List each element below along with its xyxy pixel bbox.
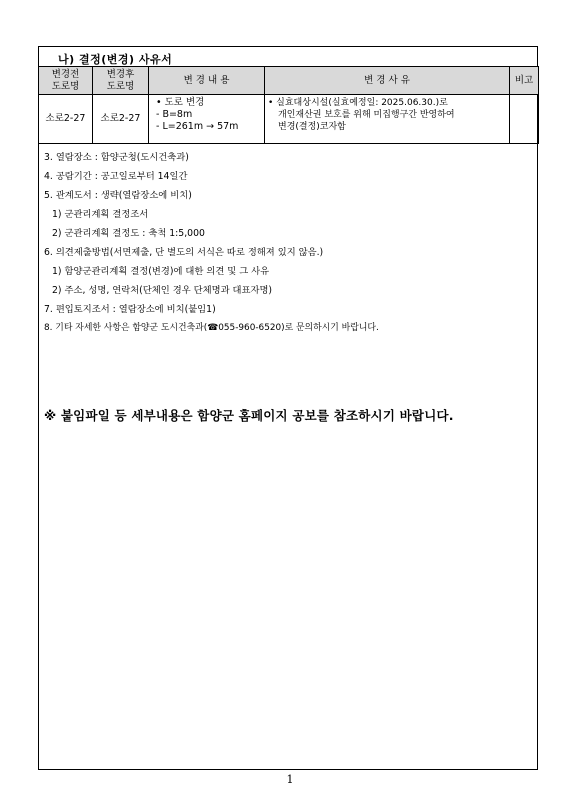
table-row: [39, 95, 539, 144]
list-item: 4. 공람기간 : 공고일로부터 14일간: [44, 171, 188, 182]
cell-note: [510, 95, 539, 144]
cell-before-road: 소로2-27: [39, 95, 93, 144]
list-item: 1) 함양군관리계획 결정(변경)에 대한 의견 및 그 사유: [52, 266, 270, 277]
list-item: 7. 편입토지조서 : 열람장소에 비치(붙임1): [44, 304, 216, 315]
header-after-road: 변경후 도로명: [93, 67, 149, 95]
list-item: 3. 열람장소 : 함양군청(도시건축과): [44, 152, 189, 163]
list-item: 2) 주소, 성명, 연락처(단체인 경우 단체명과 대표자명): [52, 285, 273, 296]
cell-change-reason: • 실효대상시설(실효예정일: 2025.06.30.)로 개인재산권 보호를 위해 미집행구간 반영하여 변경(결정)코자함: [265, 95, 510, 144]
section-title: 나) 결정(변경) 사유서: [58, 53, 173, 66]
header-change-reason: 변 경 사 유: [265, 67, 510, 95]
header-note: 비고: [510, 67, 539, 95]
list-item: 5. 관계도서 : 생략(열람장소에 비치): [44, 190, 192, 201]
change-reason-table: [38, 66, 539, 144]
homepage-notice: ※ 붙임파일 등 세부내용은 함양군 홈페이지 공보를 참조하시기 바랍니다.: [44, 408, 454, 423]
cell-change-content: • 도로 변경 - B=8m - L=261m → 57m: [149, 95, 265, 144]
list-item: 1) 군관리계획 결정조서: [52, 209, 149, 220]
cell-after-road: 소로2-27: [93, 95, 149, 144]
list-item: 2) 군관리계획 결정도 : 축척 1:5,000: [52, 228, 205, 239]
list-item: 6. 의견제출방법(서면제출, 단 별도의 서식은 따로 정해져 있지 않음.): [44, 247, 324, 258]
header-change-content: 변 경 내 용: [149, 67, 265, 95]
list-item: 8. 기타 자세한 사항은 함양군 도시건축과(☎055-960-6520)로 문의하시기 바랍니다.: [44, 323, 379, 333]
header-before-road: 변경전 도로명: [39, 67, 93, 95]
table-header-row: [39, 67, 539, 95]
page-number: 1: [286, 773, 294, 786]
